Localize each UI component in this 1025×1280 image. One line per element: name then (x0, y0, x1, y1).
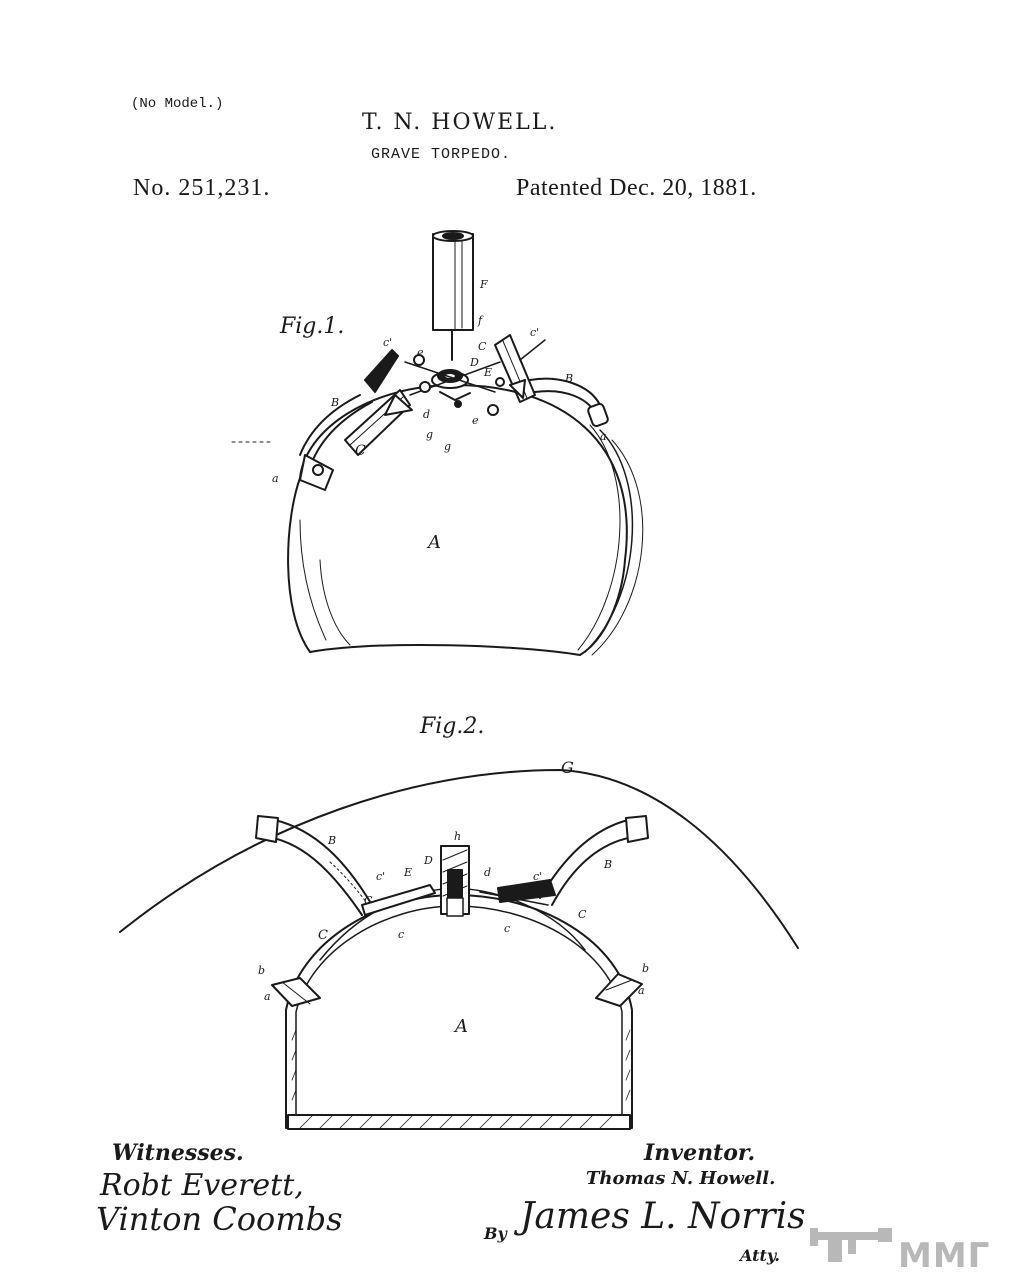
fig2-label-c-small-right: c (504, 922, 511, 935)
fig1-drawing (232, 231, 643, 655)
fig1-tube-f (433, 234, 473, 330)
fig2-label-D: D (424, 854, 433, 867)
watermark-text: ММГ (898, 1236, 991, 1276)
fig1-label-e-left: e (417, 346, 424, 359)
fig1-label-a-right: a (600, 430, 607, 443)
fig2-label-a-left: a (264, 990, 271, 1003)
fig1-label-B-right: B (565, 372, 574, 385)
fig1-label-e-right: e (472, 414, 479, 427)
fig2-label-b-right: b (642, 962, 650, 975)
rifle-icon (808, 1214, 896, 1274)
fig2-label-C-left: C (364, 894, 373, 907)
fig2-label-b-left: b (258, 964, 266, 977)
fig1-label-g2: g (444, 440, 452, 453)
inventor-label: Inventor. (644, 1140, 756, 1166)
attorney-suffix: Atty. (740, 1246, 780, 1265)
fig1-label-A: A (428, 532, 441, 553)
fig1-label-B-left: B (331, 396, 340, 409)
fig2-label-A: A (455, 1016, 468, 1037)
fig1-title: Fig.1. (280, 314, 345, 339)
patent-title: GRAVE TORPEDO. (371, 146, 512, 163)
fig1-label-E: E (484, 366, 493, 379)
fig2-title: Fig.2. (420, 714, 485, 739)
fig1-label-a-left: a (272, 472, 279, 485)
fig2-label-B-right: B (604, 858, 613, 871)
fig2-drawing (120, 770, 798, 1129)
fig2-label-c-prime-left: c' (376, 870, 386, 883)
fig2-label-E: E (404, 866, 413, 879)
no-model-note: (No Model.) (131, 96, 224, 112)
fig2-label-C-far-left: C (318, 928, 328, 943)
fig1-label-D: D (470, 356, 479, 369)
fig2-label-c-prime-right: c' (533, 870, 543, 883)
watermark (808, 1210, 1016, 1274)
fig2-label-G: G (561, 758, 574, 777)
fig2-label-c-small-left: c (398, 928, 405, 941)
fig1-label-c-prime-left: c' (383, 336, 393, 349)
fig1-label-C-top: C (478, 340, 487, 353)
patent-number: No. 251,231. (133, 175, 271, 201)
fig2-label-B-left: B (328, 834, 337, 847)
fig1-label-g1: g (426, 428, 434, 441)
witness-signature-2: Vinton Coombs (96, 1200, 343, 1238)
by-label: By (484, 1224, 507, 1243)
fig1-label-C-left: C (355, 443, 366, 459)
fig1-label-c-prime-right: c' (530, 326, 540, 339)
fig2-label-a-right: a (638, 984, 645, 997)
fig2-label-C-right: C (578, 908, 587, 921)
inventor-signature: Thomas N. Howell. (586, 1168, 776, 1189)
inventor-name-heading: T. N. HOWELL. (362, 110, 558, 135)
witness-signature-1: Robt Everett, (100, 1168, 304, 1203)
witnesses-label: Witnesses. (112, 1140, 244, 1166)
fig1-label-f: f (478, 314, 483, 327)
fig1-label-F: F (480, 278, 488, 291)
fig2-label-h: h (454, 830, 462, 843)
fig2-label-d: d (484, 866, 492, 879)
fig1-label-d: d (423, 408, 431, 421)
patent-date: Patented Dec. 20, 1881. (516, 175, 757, 201)
attorney-signature: James L. Norris (520, 1196, 806, 1237)
